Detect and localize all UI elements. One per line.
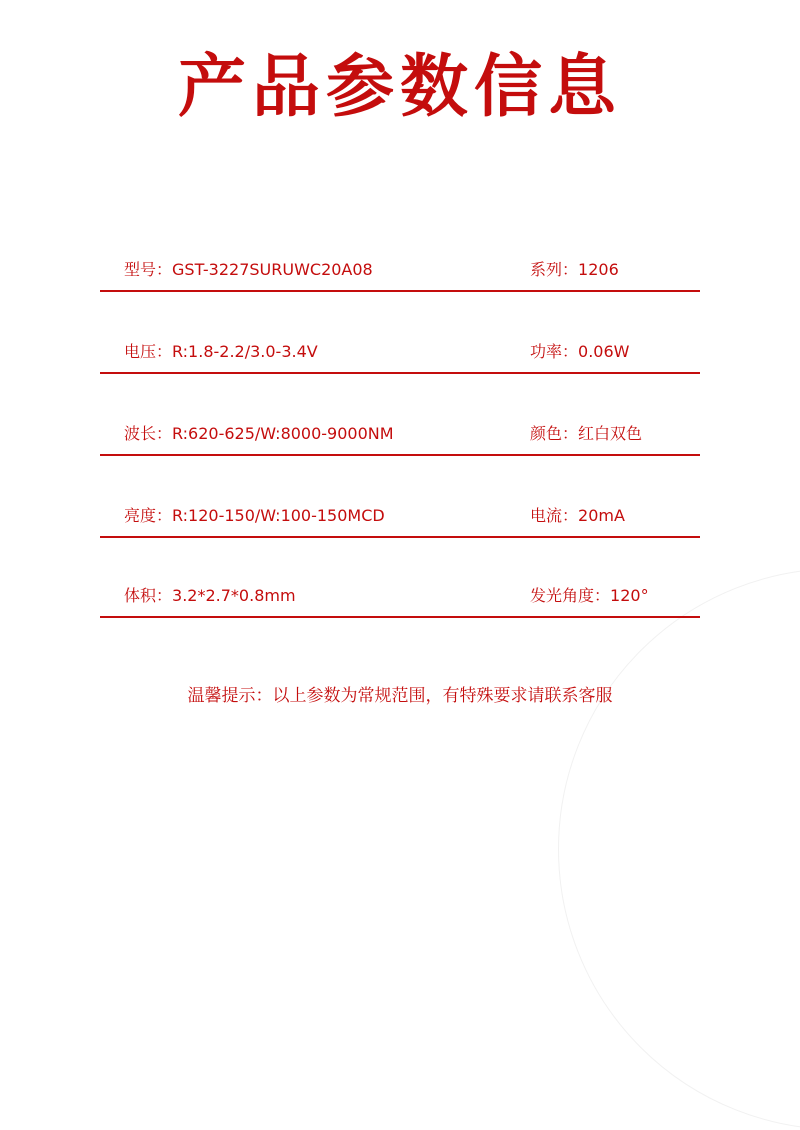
spec-label: 系列 [530, 260, 563, 279]
spec-separator: ： [594, 586, 611, 605]
spec-separator: ： [156, 586, 173, 605]
spec-label: 体积 [124, 586, 157, 605]
spec-current [530, 506, 625, 526]
spec-value: 20mA [578, 506, 625, 525]
spec-power [530, 342, 629, 362]
spec-value: 1206 [578, 260, 619, 279]
spec-value: 红白双色 [578, 424, 643, 443]
spec-label: 发光角度 [530, 586, 595, 605]
spec-row-size [100, 586, 700, 618]
spec-separator: ： [156, 342, 173, 361]
spec-separator: ： [562, 260, 579, 279]
spec-label: 亮度 [124, 506, 157, 525]
spec-label: 颜色 [530, 424, 563, 443]
spec-row-voltage [100, 342, 700, 374]
spec-separator: ： [156, 260, 173, 279]
spec-label: 波长 [124, 424, 157, 443]
spec-wavelength [124, 424, 394, 444]
page-title: 产品参数信息 [177, 48, 622, 127]
spec-separator: ： [156, 506, 173, 525]
spec-label: 型号 [124, 260, 157, 279]
spec-value: 3.2*2.7*0.8mm [172, 586, 296, 605]
spec-value: R:620-625/W:8000-9000NM [172, 424, 394, 443]
spec-value: R:120-150/W:100-150MCD [172, 506, 385, 525]
spec-value: GST-3227SURUWC20A08 [172, 260, 373, 279]
spec-separator: ： [156, 424, 173, 443]
spec-model [124, 260, 373, 280]
spec-viewing-angle [530, 586, 649, 606]
spec-separator: ： [562, 342, 579, 361]
spec-value: 0.06W [578, 342, 630, 361]
spec-row-brightness [100, 506, 700, 538]
spec-label: 功率 [530, 342, 563, 361]
spec-label: 电压 [124, 342, 157, 361]
spec-value: 120° [610, 586, 649, 605]
spec-color [530, 424, 642, 444]
spec-size [124, 586, 296, 606]
decorative-corner-arc [558, 568, 800, 1130]
spec-separator: ： [562, 424, 579, 443]
spec-voltage [124, 342, 318, 362]
spec-label: 电流 [530, 506, 563, 525]
spec-row-model [100, 260, 700, 292]
spec-row-wavelength [100, 424, 700, 456]
spec-series [530, 260, 619, 280]
spec-brightness [124, 506, 385, 526]
spec-value: R:1.8-2.2/3.0-3.4V [172, 342, 318, 361]
footer-note: 温馨提示：以上参数为常规范围，有特殊要求请联系客服 [187, 686, 613, 706]
spec-separator: ： [562, 506, 579, 525]
